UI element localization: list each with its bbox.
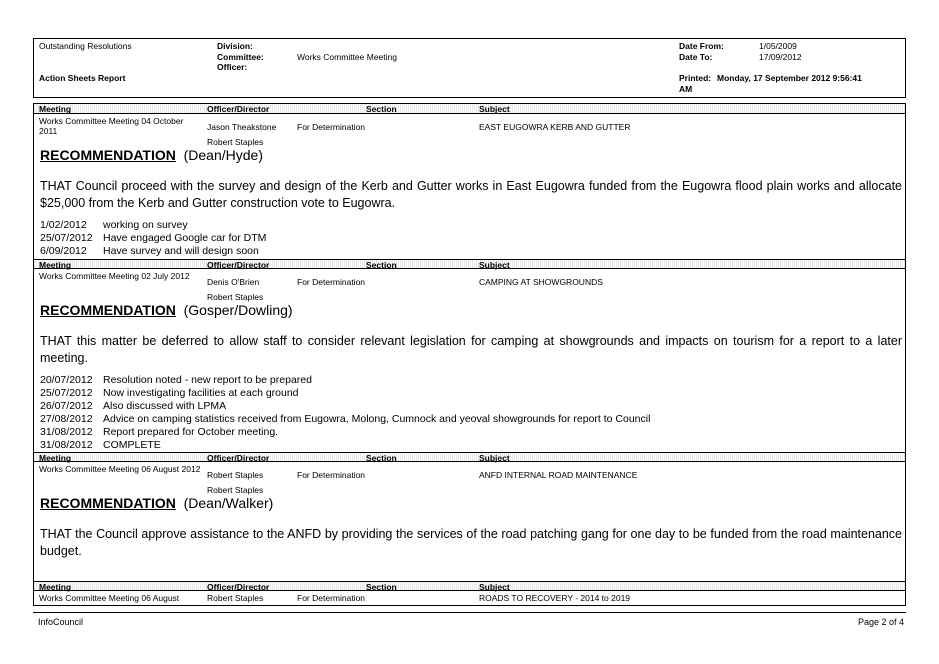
action-date: 1/02/2012 — [40, 219, 87, 231]
recommendation-movers: (Gosper/Dowling) — [183, 302, 293, 318]
entry-section: For Determination — [297, 593, 366, 603]
date-to-value: 17/09/2012 — [759, 52, 802, 62]
col-section: Section — [366, 104, 397, 114]
col-subject: Subject — [479, 260, 510, 270]
action-text: Resolution noted - new report to be prepared — [103, 374, 312, 386]
action-text: Have engaged Google car for DTM — [103, 232, 267, 244]
col-section: Section — [366, 260, 397, 270]
report-type: Outstanding Resolutions — [39, 41, 132, 51]
recommendation-text: THAT Council proceed with the survey and design of the Kerb and Gutter works in East Eugowra funded from the Eugowra flood plain works and allocate $25,000 from the Kerb and Gutter construction vote to Eugowra. — [40, 179, 902, 210]
col-meeting: Meeting — [39, 104, 72, 114]
entry-director: Robert Staples — [207, 292, 264, 302]
recommendation-heading — [40, 302, 293, 318]
recommendation-movers: (Dean/Walker) — [183, 495, 274, 511]
entry-subject: EAST EUGOWRA KERB AND GUTTER — [479, 122, 631, 132]
col-section: Section — [366, 582, 397, 592]
action-date: 27/08/2012 — [40, 413, 93, 425]
entry-section: For Determination — [297, 470, 366, 480]
action-text: Advice on camping statistics received from Eugowra, Molong, Cumnock and yeoval showgrounds for report to Council — [103, 413, 651, 425]
col-subject: Subject — [479, 104, 510, 114]
recommendation-heading — [40, 147, 263, 163]
action-date: 31/08/2012 — [40, 439, 93, 451]
printed-value: Monday, 17 September 2012 9:56:41 — [717, 73, 862, 83]
division-label: Division: — [217, 41, 253, 51]
col-subject: Subject — [479, 453, 510, 463]
action-item — [40, 387, 299, 400]
column-header-row — [34, 452, 905, 462]
footer-divider — [33, 612, 906, 613]
printed-label: Printed: — [679, 73, 712, 83]
date-from-value: 1/05/2009 — [759, 41, 797, 51]
date-to-label: Date To: — [679, 52, 713, 62]
entry-officer: Denis O'Brien — [207, 277, 260, 287]
col-officer: Officer/Director — [207, 260, 270, 270]
report-name: Action Sheets Report — [39, 73, 126, 83]
entry-officer: Robert Staples — [207, 470, 264, 480]
entry-meeting: Works Committee Meeting 04 October 2011 — [39, 116, 184, 136]
action-item — [40, 232, 266, 245]
action-sheets-table — [33, 103, 906, 606]
entry-meeting: Works Committee Meeting 06 August — [39, 593, 180, 603]
column-header-row — [34, 104, 905, 114]
entry-subject: ROADS TO RECOVERY - 2014 to 2019 — [479, 593, 631, 603]
officer-label: Officer: — [217, 62, 248, 72]
col-section: Section — [366, 453, 397, 463]
col-meeting: Meeting — [39, 582, 72, 592]
action-date: 25/07/2012 — [40, 387, 93, 399]
entry-section: For Determination — [297, 122, 366, 132]
action-text: Report prepared for October meeting. — [103, 426, 279, 438]
action-item — [40, 219, 188, 232]
recommendation-heading — [40, 495, 273, 511]
entry-subject: ANFD INTERNAL ROAD MAINTENANCE — [479, 470, 638, 480]
entry-officer: Jason Theakstone — [207, 122, 277, 132]
action-date: 25/07/2012 — [40, 232, 93, 244]
action-item — [40, 439, 161, 452]
action-item — [40, 245, 259, 258]
action-date: 20/07/2012 — [40, 374, 93, 386]
recommendation-text: THAT the Council approve assistance to the ANFD by providing the services of the road patching gang for one day to be funded from the road maintenance budget. — [40, 527, 902, 558]
col-meeting: Meeting — [39, 260, 72, 270]
printed-value-cont: AM — [679, 84, 693, 94]
action-date: 26/07/2012 — [40, 400, 93, 412]
action-item — [40, 413, 650, 426]
entry-meeting: Works Committee Meeting 06 August 2012 — [39, 464, 201, 474]
footer-brand: InfoCouncil — [38, 617, 84, 627]
entry-subject: CAMPING AT SHOWGROUNDS — [479, 277, 603, 287]
action-text: Now investigating facilities at each ground — [103, 387, 299, 399]
action-item — [40, 426, 278, 439]
action-text: Also discussed with LPMA — [103, 400, 227, 412]
entry-meeting: Works Committee Meeting 02 July 2012 — [39, 271, 190, 281]
date-from-label: Date From: — [679, 41, 724, 51]
col-subject: Subject — [479, 582, 510, 592]
committee-label: Committee: — [217, 52, 264, 62]
col-officer: Officer/Director — [207, 582, 270, 592]
recommendation-movers: (Dean/Hyde) — [183, 147, 263, 163]
recommendation-label: RECOMMENDATION — [40, 495, 176, 511]
col-officer: Officer/Director — [207, 104, 270, 114]
column-header-row — [34, 581, 905, 591]
action-date: 6/09/2012 — [40, 245, 87, 257]
action-item — [40, 374, 312, 387]
col-meeting: Meeting — [39, 453, 72, 463]
entry-section: For Determination — [297, 277, 366, 287]
recommendation-text: THAT this matter be deferred to allow staff to consider relevant legislation for camping at showgrounds and impacts on tourism for a report to a later meeting. — [40, 334, 902, 365]
action-text: Have survey and will design soon — [103, 245, 259, 257]
col-officer: Officer/Director — [207, 453, 270, 463]
committee-value: Works Committee Meeting — [297, 52, 397, 62]
report-header — [33, 38, 906, 98]
entry-director: Robert Staples — [207, 485, 264, 495]
column-header-row — [34, 259, 905, 269]
recommendation-label: RECOMMENDATION — [40, 147, 176, 163]
action-text: working on survey — [103, 219, 188, 231]
action-date: 31/08/2012 — [40, 426, 93, 438]
recommendation-label: RECOMMENDATION — [40, 302, 176, 318]
entry-officer: Robert Staples — [207, 593, 264, 603]
action-text: COMPLETE — [103, 439, 161, 451]
action-item — [40, 400, 226, 413]
page-number: Page 2 of 4 — [857, 617, 904, 627]
entry-director: Robert Staples — [207, 137, 264, 147]
